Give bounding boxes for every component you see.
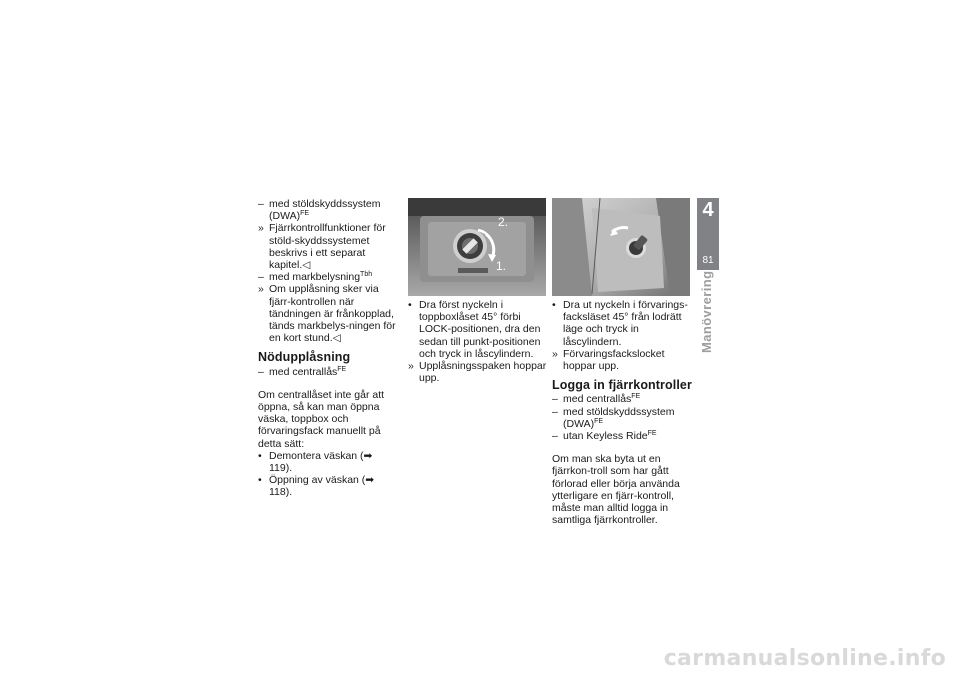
section-heading: Nödupplåsning xyxy=(258,350,351,365)
bullet-text: Dra först nyckeln i toppboxlåset 45° förbi LOCK-positionen, dra den sedan till punkt-positionen och tryck in låscylindern. xyxy=(419,299,541,360)
requirement-text: utan Keyless Ride xyxy=(563,430,648,443)
result-mark: » xyxy=(408,360,414,373)
bullet-item xyxy=(258,450,398,474)
result-mark: » xyxy=(258,222,264,235)
bullet-mark: • xyxy=(552,299,556,311)
bullet-item xyxy=(552,299,692,348)
photo-label-1: 1. xyxy=(496,259,507,273)
bullet-mark: • xyxy=(408,299,412,311)
bullet-item xyxy=(408,299,548,360)
requirement-item xyxy=(552,393,692,405)
requirement-text: med markbelysning xyxy=(269,271,361,284)
superscript: FE xyxy=(594,417,604,425)
result-item xyxy=(258,283,398,344)
result-text: Fjärrkontrollfunktioner för stöld-skyddssystemet beskrivs i ett separat kapitel.◁ xyxy=(269,222,386,272)
text-column-2 xyxy=(408,198,548,384)
superscript: FE xyxy=(631,393,641,401)
section-heading: Logga in fjärrkontroller xyxy=(552,378,692,393)
topbox-lock-image xyxy=(408,198,546,296)
result-text: Förvaringsfackslocket hoppar upp. xyxy=(563,347,665,373)
bullet-mark: • xyxy=(258,474,262,487)
paragraph: Om man ska byta ut en fjärrkon-troll som har gått förlorad eller börja använda ytterligare en fjärr-kontroll, måste man alltid logga in samtliga fjärrkontroller. xyxy=(552,453,680,527)
requirement-item xyxy=(258,198,398,222)
bullet-text: Öppning av väskan (➡ 118). xyxy=(269,474,375,499)
requirement-item xyxy=(258,271,398,283)
result-mark: » xyxy=(258,283,264,296)
paragraph: Om centrallåset inte går att öppna, så kan man öppna väska, toppbox och förvaringsfack manuellt på detta sätt: xyxy=(258,388,385,450)
bullet-text: Demontera väskan (➡ 119). xyxy=(269,449,373,475)
dash-mark: – xyxy=(258,198,264,210)
bullet-item xyxy=(258,474,398,498)
dash-mark: – xyxy=(552,430,558,443)
text-column-1 xyxy=(258,198,398,499)
result-mark: » xyxy=(552,347,558,360)
result-item xyxy=(258,222,398,271)
result-item xyxy=(408,360,548,384)
result-text: Om upplåsning sker via fjärr-kontrollen när tändningen är frånkopplad, tänds markbelys-ningen för en kort stund.◁ xyxy=(269,283,396,345)
result-text: Upplåsningsspaken hoppar upp. xyxy=(419,360,547,385)
storage-lock-photo xyxy=(552,198,690,296)
superscript: FE xyxy=(647,430,657,438)
requirement-item xyxy=(552,430,692,442)
bullet-text: Dra ut nyckeln i förvarings-facksläset 45° från lodrätt läge och tryck in låscylindern. xyxy=(563,299,688,348)
requirement-text: med stöldskyddssystem (DWA) xyxy=(269,198,381,223)
result-item xyxy=(552,348,692,372)
watermark: carmanualsonline.info xyxy=(663,646,946,671)
chapter-number: 4 xyxy=(702,199,714,221)
requirement-text: med stöldskyddssystem (DWA) xyxy=(563,405,675,430)
dash-mark: – xyxy=(552,405,558,418)
dash-mark: – xyxy=(258,271,264,284)
superscript: FE xyxy=(337,365,347,373)
requirement-item xyxy=(552,406,692,430)
bullet-mark: • xyxy=(258,449,262,462)
text-column-3 xyxy=(552,198,692,526)
storage-lock-image xyxy=(552,198,690,296)
dash-mark: – xyxy=(258,365,264,378)
dash-mark: – xyxy=(552,393,558,406)
photo-label-2: 2. xyxy=(498,215,509,229)
requirement-text: med centrallås xyxy=(269,365,338,378)
superscript: FE xyxy=(300,210,310,218)
superscript: Tbh xyxy=(360,271,373,279)
chapter-title: Manövrering xyxy=(699,270,714,353)
page-number: 81 xyxy=(702,255,714,266)
requirement-item xyxy=(258,366,398,378)
topbox-lock-photo xyxy=(408,198,546,296)
requirement-text: med centrallås xyxy=(563,393,632,406)
